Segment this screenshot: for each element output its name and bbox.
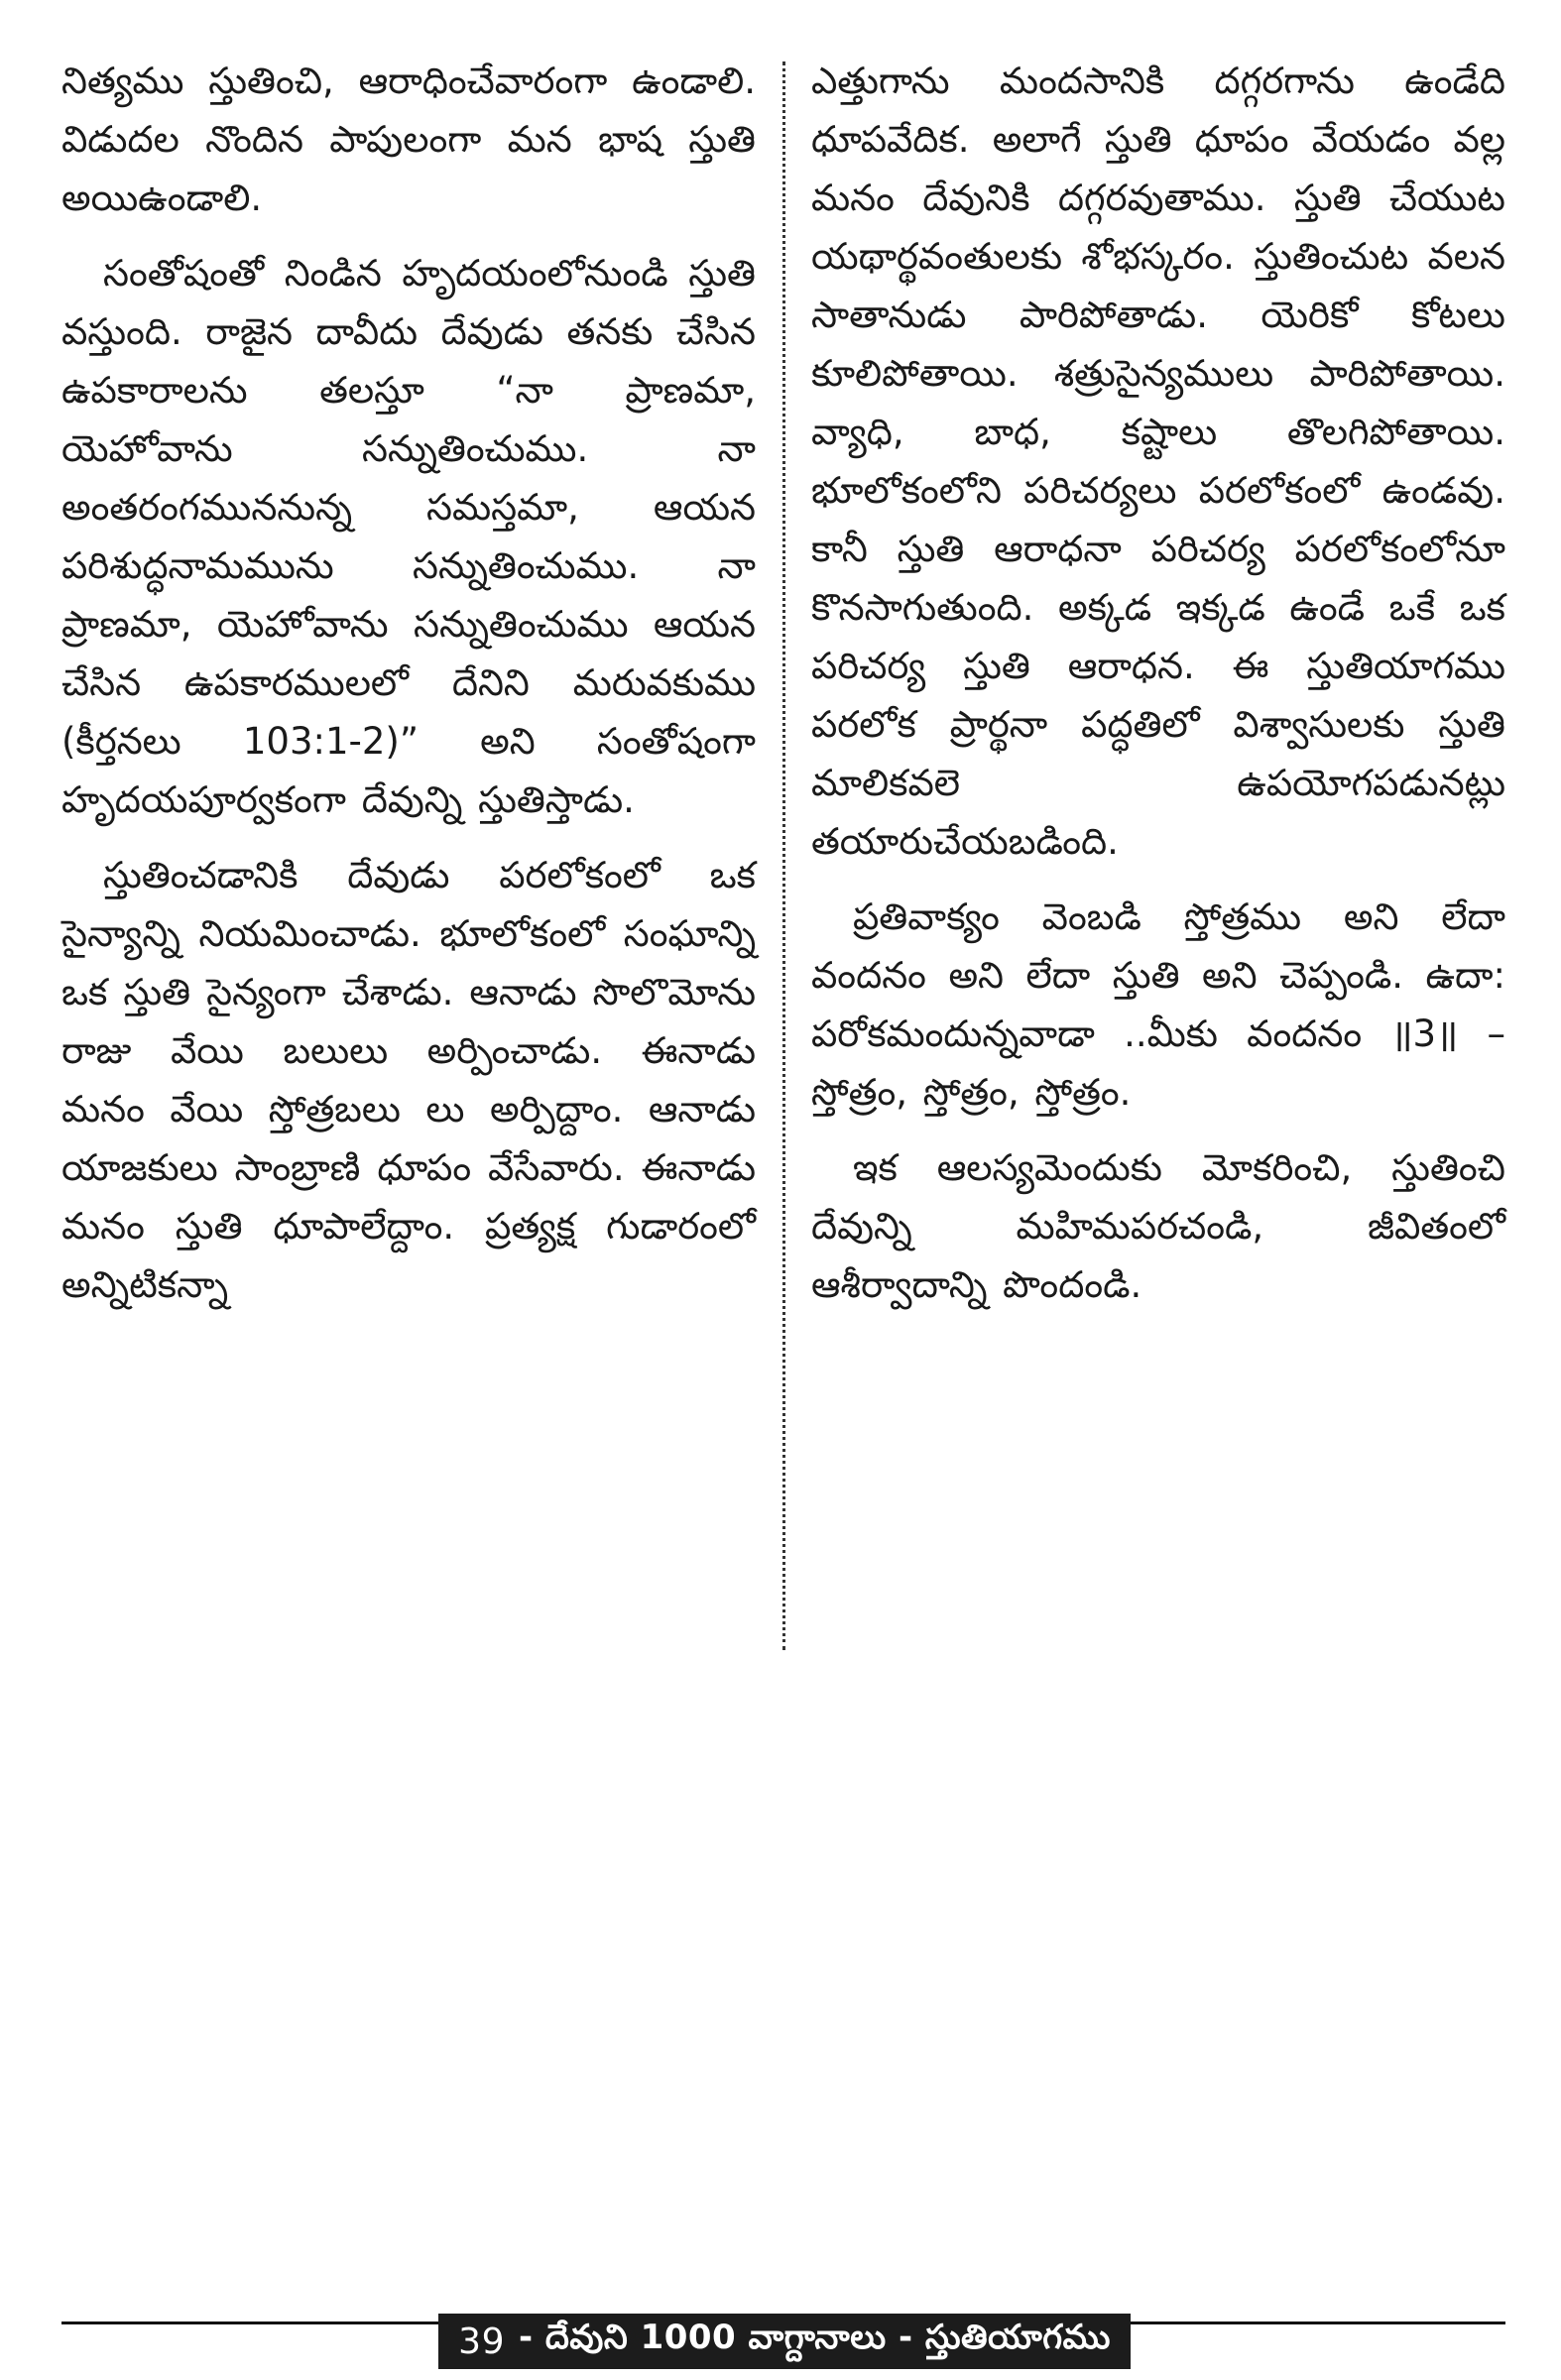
left-paragraph-1: నిత్యము స్తుతించి, ఆరాధించేవారంగా ఉండాలి. విడుదల నొందిన పాపులంగా మన భాష స్తుతి అయిఉండాలి. [61, 60, 756, 219]
book-title: - దేవుని 1000 వాగ్దానాలు - స్తుతియాగము [518, 2318, 1111, 2357]
right-paragraph-1: ఎత్తుగాను మందసానికి దగ్గరగాను ఉండేది ధూపవేదిక. అలాగే స్తుతి ధూపం వేయడం వల్ల మనం దేవునికి దగ్గరవుతాము. స్తుతి చేయుట యథార్థవంతులకు శోభస్కరం. స్తుతించుట వలన సాతానుడు పారిపోతాడు. యెరికో కోటలు కూలిపోతాయి. శత్రుసైన్యములు పారిపోతాయి. వ్యాధి, బాధ, కష్టాలు తొలగిపోతాయి. భూలోకంలోని పరిచర్యలు పరలోకంలో ఉండవు. కానీ స్తుతి ఆరాధనా పరిచర్య పరలోకంలోనూ కొనసాగుతుంది. అక్కడ ఇక్కడ ఉండే ఒకే ఒక పరిచర్య స్తుతి ఆరాధన. ఈ స్తుతియాగము పరలోక ప్రార్థనా పద్ధతిలో విశ్వాసులకు స్తుతి మాలికవలె ఉపయోగపడునట్లు తయారుచేయబడింది. [811, 60, 1505, 863]
right-paragraph-3: ఇక ఆలస్యమెందుకు మోకరించి, స్తుతించి దేవున్ని మహిమపరచండి, జీవితంలో ఆశీర్వాదాన్ని పొందండి. [811, 1146, 1505, 1306]
left-paragraph-3: స్తుతించడానికి దేవుడు పరలోకంలో ఒక సైన్యాన్ని నియమించాడు. భూలోకంలో సంఘాన్ని ఒక స్తుతి సైన్యంగా చేశాడు. ఆనాడు సొలొమోను రాజు వేయి బలులు అర్పించాడు. ఈనాడు మనం వేయి స్తోత్రబలు లు అర్పిద్దాం. ఆనాడు యాజకులు సాంబ్రాణి ధూపం వేసేవారు. ఈనాడు మనం స్తుతి ధూపాలేద్దాం. ప్రత్యక్ష గుడారంలో అన్నిటికన్నా [61, 854, 756, 1306]
left-paragraph-2: సంతోషంతో నిండిన హృదయంలోనుండి స్తుతి వస్తుంది. రాజైన దావీదు దేవుడు తనకు చేసిన ఉపకారాలను తలస్తూ “నా ప్రాణమా, యెహోవాను సన్నుతించుము. నా అంతరంగముననున్న సమస్తమా, ఆయన పరిశుద్ధనామమును సన్నుతించుము. నా ప్రాణమా, యెహోవాను సన్నుతించుము ఆయన చేసిన ఉపకారములలో దేనిని మరువకుము (కీర్తనలు 103:1-2)” అని సంతోషంగా హృదయపూర్వకంగా దేవున్ని స్తుతిస్తాడు. [61, 252, 756, 821]
column-divider [782, 61, 785, 1650]
page-number: 39 [458, 2320, 505, 2362]
right-paragraph-2: ప్రతివాక్యం వెంబడి స్తోత్రము అని లేదా వందనం అని లేదా స్తుతి అని చెప్పండి. ఉదా: పరోకమందున్నవాడా ..మీకు వందనం ॥3॥ – స్తోత్రం, స్తోత్రం, స్తోత్రం. [811, 895, 1505, 1114]
left-text-column [61, 52, 756, 1331]
page-footer [438, 2314, 1131, 2369]
right-text-column [811, 52, 1505, 1331]
